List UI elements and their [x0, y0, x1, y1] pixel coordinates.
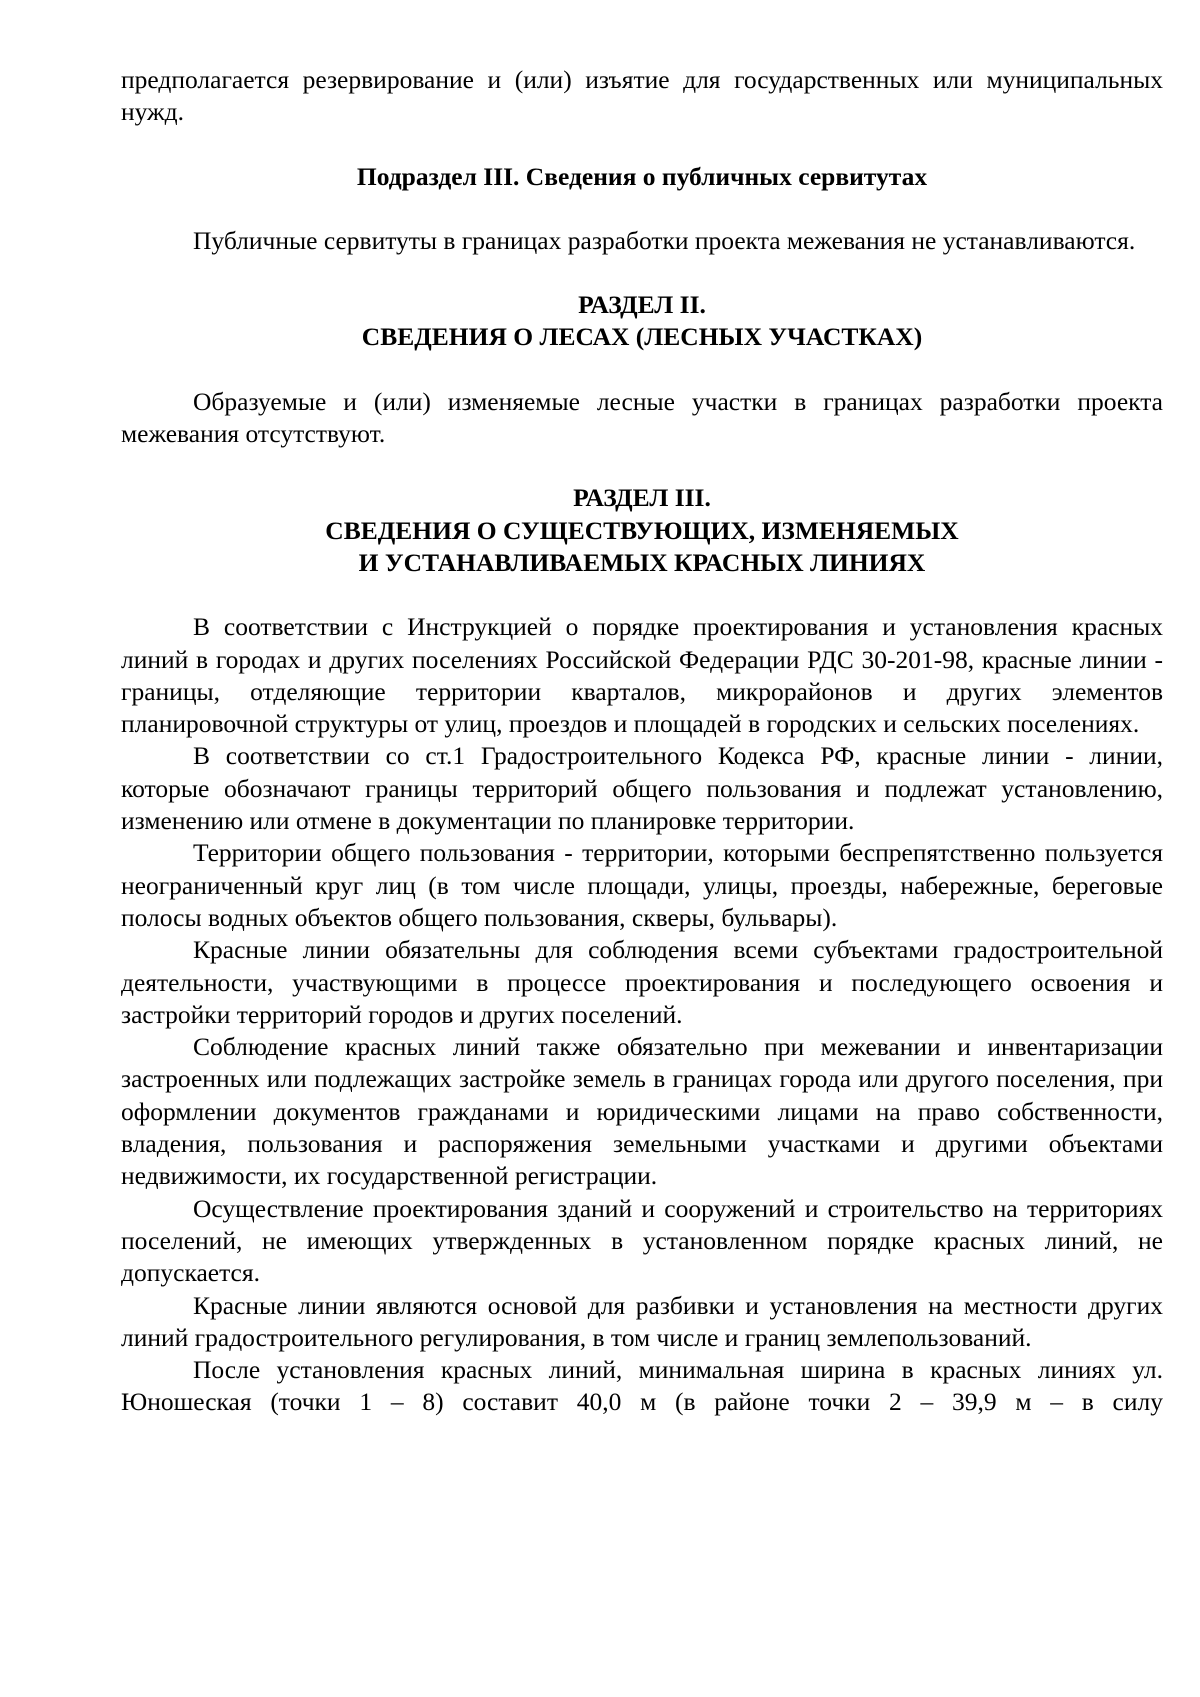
section-3-paragraph: Красные линии являются основой для разбивки и установления на местности других линий градостроительного регулирования, в том числе и границ землепользований.: [121, 1290, 1163, 1352]
spacer: [121, 257, 1163, 289]
section-3-heading-line2: СВЕДЕНИЯ О СУЩЕСТВУЮЩИХ, ИЗМЕНЯЕМЫХ: [325, 515, 959, 545]
section-2-heading: [121, 289, 1163, 354]
subsection-3-heading: Подраздел III. Сведения о публичных сервитутах: [356, 161, 928, 191]
section-3-paragraph-last: После установления красных линий, минимальная ширина в красных линиях ул. Юношеская (точки 1 – 8) составит 40,0 м (в районе точки 2 – 39,9 м – в силу: [121, 1355, 1163, 1417]
section-3-heading-line1: РАЗДЕЛ III.: [573, 483, 711, 513]
section-3-paragraph: Территории общего пользования - территории, которыми беспрепятственно пользуется неограниченный круг лиц (в том числе площади, улицы, проезды, набережные, береговые полосы водных объектов общего пользования, скверы, бульвары).: [121, 838, 1163, 932]
spacer: [121, 193, 1163, 225]
section-3-paragraph: В соответствии со ст.1 Градостроительного Кодекса РФ, красные линии - линии, которые обозначают границы территорий общего пользования и подлежат установлению, изменению или отмене в документации по планировке территории.: [121, 741, 1163, 836]
spacer: [121, 450, 1163, 482]
section-3-paragraph: Осуществление проектирования зданий и сооружений и строительство на территориях поселений, не имеющих утвержденных в установленном порядке красных линий, не допускается.: [121, 1193, 1163, 1288]
section-3-paragraph: В соответствии с Инструкцией о порядке проектирования и установления красных линий в городах и других поселениях Российской Федерации РДС 30-201-98, красные линии - границы, отделяющие территории кварталов, микрорайонов и других элементов планировочной структуры от улиц, проездов и площадей в городских и сельских поселениях.: [121, 612, 1163, 739]
spacer: [121, 129, 1163, 161]
intro-paragraph: предполагается резервирование и (или) изъятие для государственных или муниципальных нужд.: [121, 65, 1163, 127]
document-page: [121, 64, 1163, 1419]
spacer: [121, 354, 1163, 386]
section-2-heading-line1: РАЗДЕЛ II.: [578, 290, 706, 320]
section-2-text: Образуемые и (или) изменяемые лесные участки в границах разработки проекта межевания отсутствуют.: [121, 386, 1163, 449]
section-2-heading-line2: СВЕДЕНИЯ О ЛЕСАХ (ЛЕСНЫХ УЧАСТКАХ): [361, 322, 923, 352]
section-3-heading: [121, 482, 1163, 579]
section-3-paragraph: Соблюдение красных линий также обязательно при межевании и инвентаризации застроенных или подлежащих застройке земель в границах города или другого поселения, при оформлении документов гражданами и юридическими лицами на право собственности, владения, пользования и распоряжения земельными участками и другими объектами недвижимости, их государственной регистрации.: [121, 1032, 1163, 1191]
section-3-paragraph: Красные линии обязательны для соблюдения всеми субъектами градостроительной деятельности, участвующими в процессе проектирования и последующего освоения и застройки территорий городов и других поселений.: [121, 935, 1163, 1029]
spacer: [121, 579, 1163, 611]
section-3-heading-line3: И УСТАНАВЛИВАЕМЫХ КРАСНЫХ ЛИНИЯХ: [358, 547, 926, 577]
subsection-3-text: Публичные сервитуты в границах разработки проекта межевания не устанавливаются.: [193, 225, 1136, 255]
